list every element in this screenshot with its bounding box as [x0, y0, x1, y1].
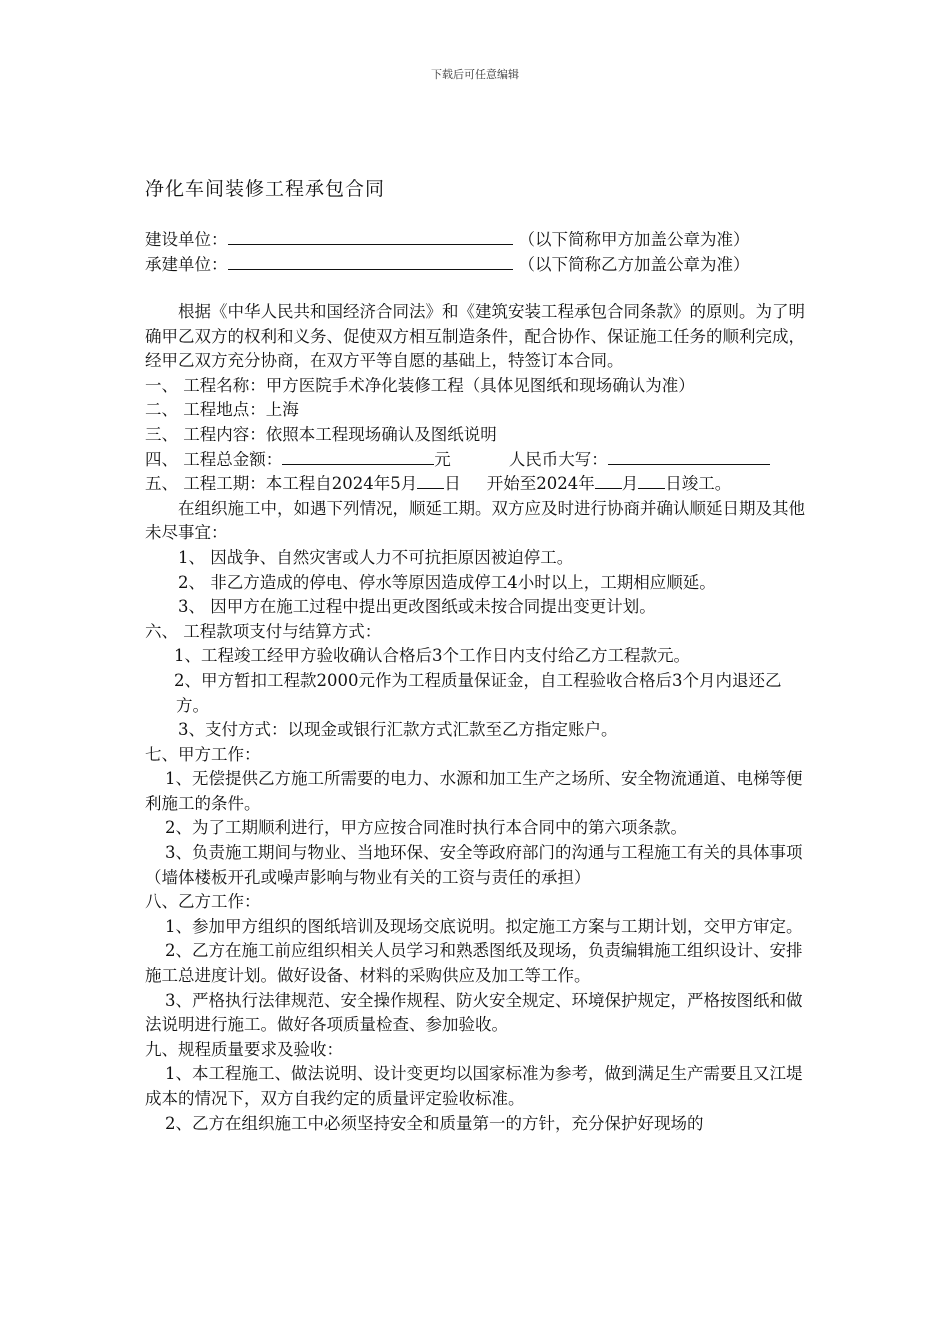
- section-5-note: 在组织施工中，如遇下列情况，顺延工期。双方应及时进行协商并确认顺延日期及其他未尽事宜：: [145, 498, 805, 543]
- party-client-note: （以下简称甲方加盖公章为准）: [518, 230, 750, 249]
- section-5-item: 1、 因战争、自然灾害或人力不可抗拒原因被迫停工。: [178, 547, 574, 567]
- section-3: 三、 工程内容：依照本工程现场确认及图纸说明: [145, 424, 497, 444]
- section-9-item: 2、乙方在组织施工中必须坚持安全和质量第一的方针，充分保护好现场的: [165, 1113, 704, 1133]
- section-1: 一、 工程名称：甲方医院手术净化装修工程（具体见图纸和现场确认为准）: [145, 375, 695, 395]
- section-9: 九、规程质量要求及验收：: [145, 1039, 343, 1059]
- section-8-item: 1、参加甲方组织的图纸培训及现场交底说明。拟定施工方案与工期计划，交甲方审定。: [165, 916, 803, 936]
- section-4: [145, 448, 810, 473]
- start-day-blank[interactable]: [417, 472, 444, 489]
- page-header: 下载后可任意编辑: [431, 68, 519, 81]
- section-9-item: 1、本工程施工、做法说明、设计变更均以国家标准为参考，做到满足生产需要且又江堤成本的情况下，双方自我约定的质量评定验收标准。: [145, 1064, 803, 1108]
- contract-body: [145, 300, 810, 1136]
- contract-title: 净化车间装修工程承包合同: [145, 178, 386, 200]
- party-client-label: 建设单位：: [145, 230, 228, 249]
- period-label: 五、 工程工期：本工程自2024年5月: [145, 474, 418, 494]
- end-month-unit: 月: [621, 474, 639, 494]
- section-5-item: 2、 非乙方造成的停电、停水等原因造成停工4小时以上，工期相应顺延。: [178, 572, 716, 592]
- section-6: 六、 工程款项支付与结算方式：: [145, 621, 382, 641]
- amount-label: 四、 工程总金额：: [145, 449, 283, 469]
- amount-unit: 元: [434, 449, 451, 469]
- period-mid: 开始至2024年: [486, 474, 595, 494]
- section-6-item: 1、工程竣工经甲方验收确认合格后3个工作日内支付给乙方工程款元。: [174, 646, 690, 666]
- period-end: 日竣工。: [665, 474, 732, 494]
- section-7-item: 1、无偿提供乙方施工所需要的电力、水源和加工生产之场所、安全物流通道、电梯等便利施工的条件。: [145, 769, 803, 813]
- section-8-item: 2、乙方在施工前应组织相关人员学习和熟悉图纸及现场，负责编辑施工组织设计、安排施工总进度计划。做好设备、材料的采购供应及加工等工作。: [145, 941, 803, 986]
- party-client: [145, 226, 750, 250]
- party-contractor-label: 承建单位：: [145, 255, 228, 274]
- section-2: 二、 工程地点：上海: [145, 400, 299, 420]
- party-contractor-note: （以下简称乙方加盖公章为准）: [518, 255, 750, 274]
- section-8: 八、乙方工作：: [145, 892, 261, 912]
- party-contractor-blank[interactable]: [228, 253, 513, 270]
- section-8-item: 3、严格执行法律规范、安全操作规程、防火安全规定、环境保护规定，严格按图纸和做法说明进行施工。做好各项质量检查、参加验收。: [145, 990, 803, 1035]
- start-day-unit: 日: [444, 474, 461, 494]
- intro-paragraph: 根据《中华人民共和国经济合同法》和《建筑安装工程承包合同条款》的原则。为了明确甲乙双方的权利和义务、促使双方相互制造条件，配合协作、保证施工任务的顺利完成，经甲乙双方充分协商，在双方平等自愿的基础上，特签订本合同。: [145, 302, 805, 371]
- section-5: [145, 472, 810, 497]
- end-month-blank[interactable]: [595, 472, 622, 489]
- section-7: 七、甲方工作：: [145, 744, 261, 764]
- section-7-item: 2、为了工期顺利进行，甲方应按合同准时执行本合同中的第六项条款。: [165, 818, 687, 838]
- party-client-blank[interactable]: [228, 228, 513, 245]
- rmb-blank[interactable]: [608, 448, 770, 465]
- section-6-item: 2、甲方暂扣工程款2000元作为工程质量保证金，自工程验收合格后3个月内退还乙方。: [174, 670, 782, 715]
- end-day-blank[interactable]: [638, 472, 665, 489]
- rmb-label: 人民币大写：: [508, 449, 608, 469]
- section-5-item: 3、 因甲方在施工过程中提出更改图纸或未按合同提出变更计划。: [178, 597, 656, 617]
- party-contractor: [145, 251, 750, 275]
- section-6-item: 3、支付方式：以现金或银行汇款方式汇款至乙方指定账户。: [178, 720, 618, 740]
- section-7-item: 3、负责施工期间与物业、当地环保、安全等政府部门的沟通与工程施工有关的具体事项（墙体楼板开孔或噪声影响与物业有关的工资与责任的承担）: [145, 843, 803, 887]
- amount-blank[interactable]: [282, 448, 434, 465]
